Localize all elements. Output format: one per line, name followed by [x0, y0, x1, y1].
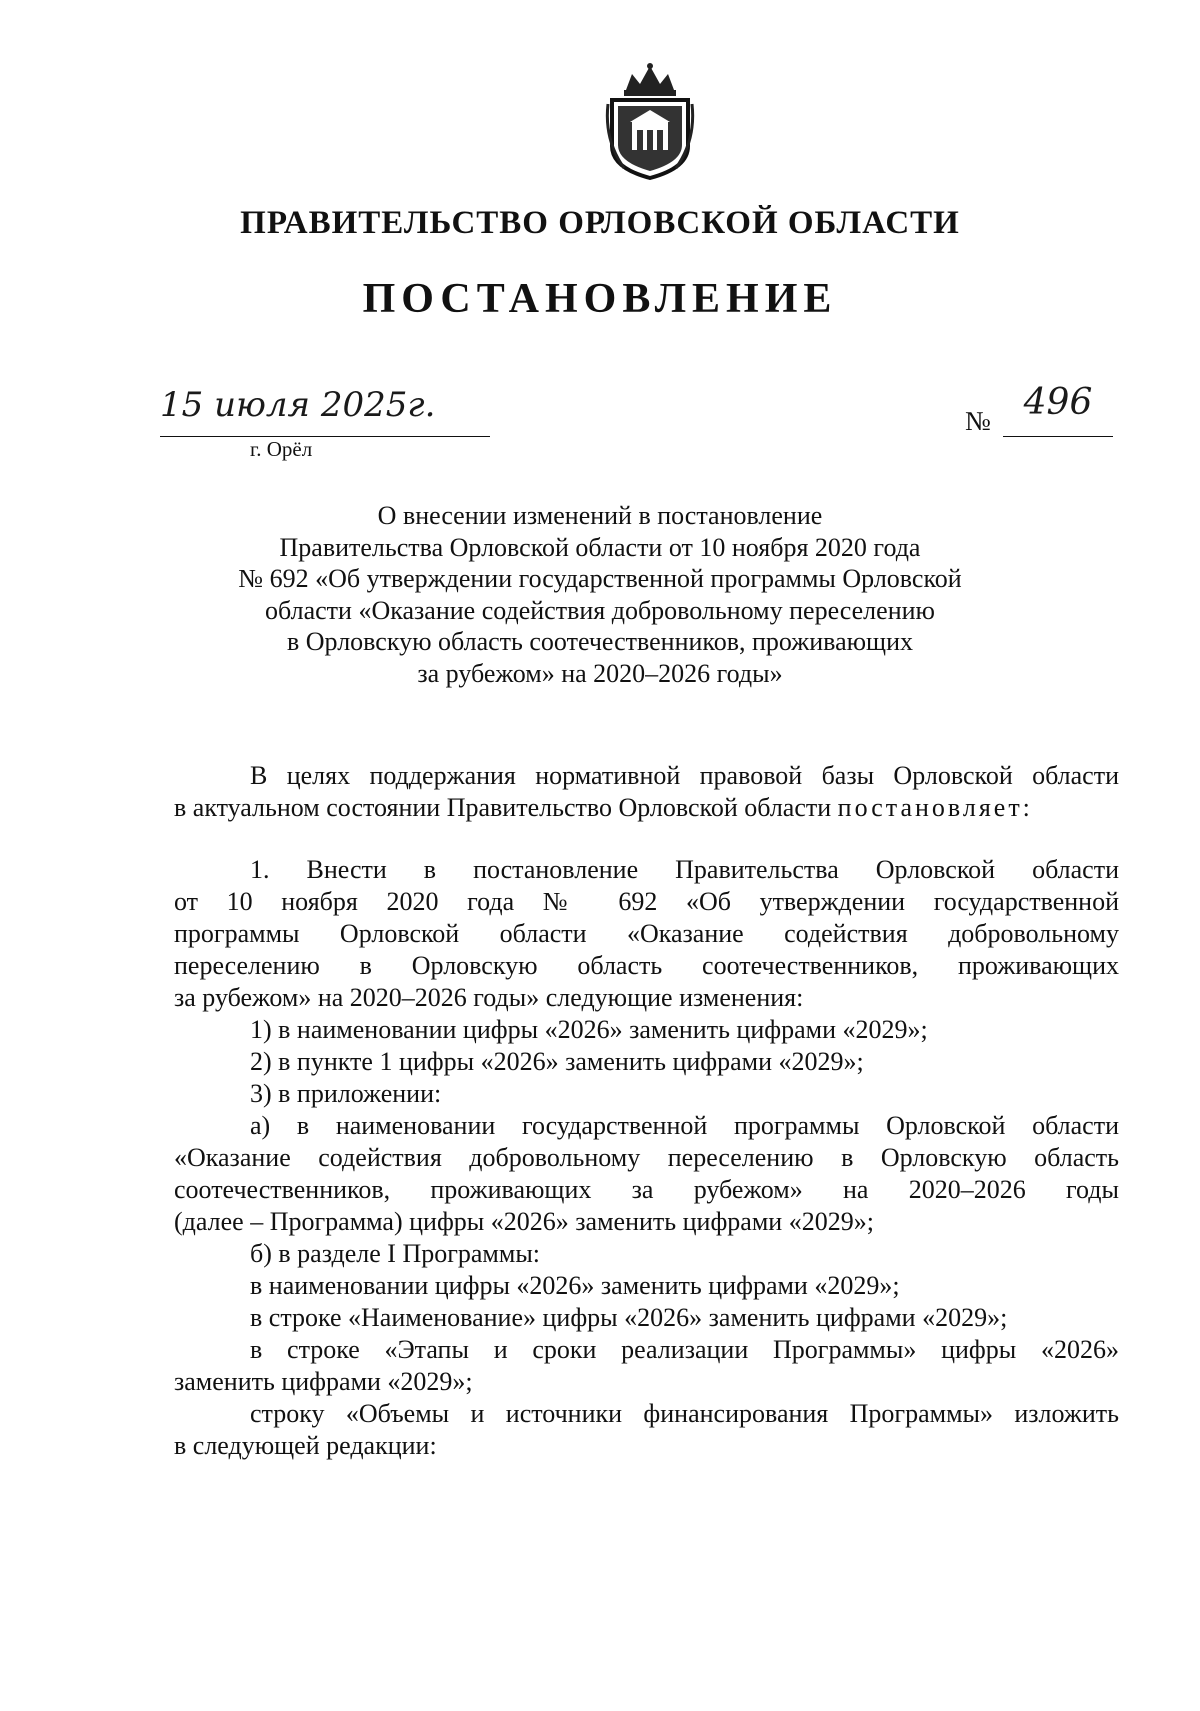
- sub-b-line: в наименовании цифры «2026» заменить цифрами «2029»;: [250, 1271, 900, 1300]
- list-item: 1) в наименовании цифры «2026» заменить цифрами «2029»;: [250, 1015, 928, 1044]
- clause-line: 1. Внести в постановление Правительства Орловской области: [250, 855, 1119, 884]
- sub-b-line: в следующей редакции:: [174, 1431, 437, 1460]
- sub-a-line: «Оказание содействия добровольному переселению в Орловскую область: [174, 1143, 1119, 1172]
- preamble-resolve-word: постановляет:: [837, 793, 1033, 822]
- title-line: № 692 «Об утверждении государственной программы Орловской: [238, 564, 962, 593]
- sub-a-line: соотечественников, проживающих за рубежом» на 2020–2026 годы: [174, 1175, 1119, 1204]
- date-underline: [160, 436, 490, 437]
- preamble-line: В целях поддержания нормативной правовой базы Орловской области: [250, 761, 1119, 790]
- number-underline: [1003, 436, 1113, 437]
- document-body: [174, 760, 1119, 1462]
- title-line: в Орловскую область соотечественников, проживающих: [287, 627, 913, 656]
- preamble-line: [174, 792, 1119, 824]
- title-line: за рубежом» на 2020–2026 годы»: [417, 658, 783, 688]
- sub-a-line: а) в наименовании государственной программы Орловской области: [250, 1111, 1119, 1140]
- list-item: 2) в пункте 1 цифры «2026» заменить цифрами «2029»;: [250, 1047, 864, 1076]
- number-sign: №: [965, 406, 991, 436]
- spacer: [174, 824, 1119, 854]
- sub-a-line: (далее – Программа) цифры «2026» заменить цифрами «2029»;: [174, 1207, 874, 1236]
- document-type-heading: ПОСТАНОВЛЕНИЕ: [362, 276, 838, 322]
- sub-b-line: в строке «Наименование» цифры «2026» заменить цифрами «2029»;: [250, 1303, 1008, 1332]
- preamble-text: в актуальном состоянии Правительство Орловской области: [174, 793, 832, 822]
- clause-line: за рубежом» на 2020–2026 годы» следующие изменения:: [174, 983, 804, 1012]
- number-handwritten: 496: [1023, 382, 1093, 423]
- sub-b-line: строку «Объемы и источники финансирования Программы» изложить: [250, 1399, 1119, 1428]
- list-item: 3) в приложении:: [250, 1079, 442, 1108]
- title-line: О внесении изменений в постановление: [377, 501, 823, 530]
- sub-b-line: заменить цифрами «2029»;: [174, 1367, 473, 1396]
- organization-heading: ПРАВИТЕЛЬСТВО ОРЛОВСКОЙ ОБЛАСТИ: [240, 205, 960, 241]
- clause-line: программы Орловской области «Оказание содействия добровольному: [174, 919, 1119, 948]
- document-title: [0, 500, 1200, 689]
- coat-of-arms-emblem: [604, 60, 696, 180]
- date-handwritten: 15 июля 2025г.: [160, 385, 436, 425]
- sub-b-heading: б) в разделе I Программы:: [250, 1239, 541, 1268]
- place-label: г. Орёл: [250, 437, 313, 461]
- clause-line: переселению в Орловскую область соотечественников, проживающих: [174, 951, 1119, 980]
- sub-b-line: в строке «Этапы и сроки реализации Программы» цифры «2026»: [250, 1335, 1119, 1364]
- title-line: области «Оказание содействия добровольному переселению: [265, 595, 935, 625]
- title-line: Правительства Орловской области от 10 ноября 2020 года: [279, 532, 921, 562]
- clause-line: от 10 ноября 2020 года № 692 «Об утверждении государственной: [174, 887, 1119, 916]
